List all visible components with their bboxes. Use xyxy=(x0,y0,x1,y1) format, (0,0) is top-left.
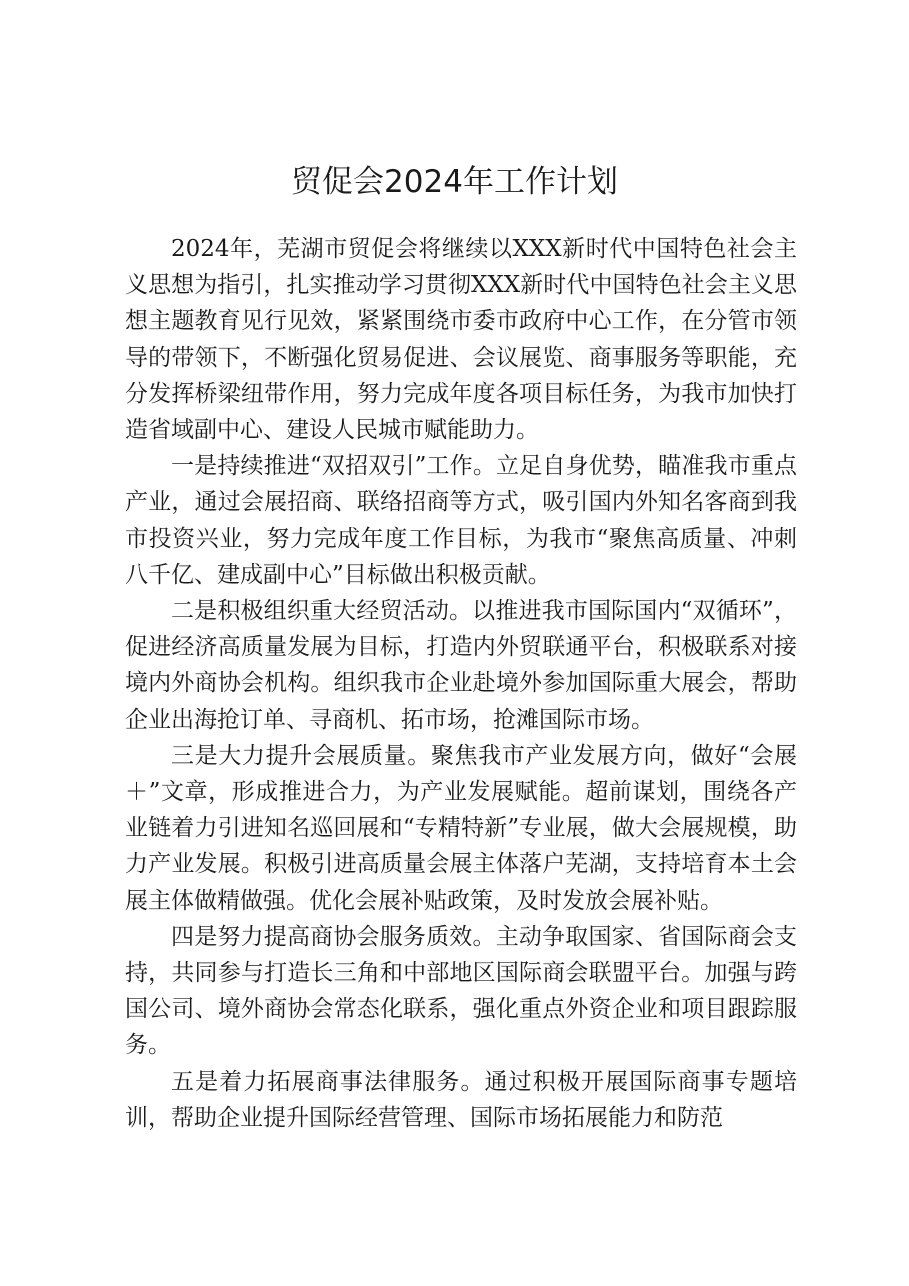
paragraph-item-3: 三是大力提升会展质量。聚焦我市产业发展方向，做好“会展＋”文章，形成推进合力，为产业发展赋能。超前谋划，围绕各产业链着力引进知名巡回展和“专精特新”专业展，做大会展规模，助力产业发展。积极引进高质量会展主体落户芜湖，支持培育本土会展主体做精做强。优化会展补贴政策，及时发放会展补贴。 xyxy=(125,742,797,914)
document-title: 贸促会2024年工作计划 xyxy=(291,164,618,200)
paragraph-item-4: 四是努力提高商协会服务质效。主动争取国家、省国际商会支持，共同参与打造长三角和中部地区国际商会联盟平台。加强与跨国公司、境外商协会常态化联系，强化重点外资企业和项目跟踪服务。 xyxy=(125,923,797,1059)
paragraph-intro: 2024年，芜湖市贸促会将继续以XXX新时代中国特色社会主义思想为指引，扎实推动学习贯彻XXX新时代中国特色社会主义思想主题教育见行见效，紧紧围绕市委市政府中心工作，在分管市领导的带领下，不断强化贸易促进、会议展览、商事服务等职能，充分发挥桥梁纽带作用，努力完成年度各项目标任务，为我市加快打造省域副中心、建设人民城市赋能助力。 xyxy=(125,236,797,444)
document-body xyxy=(125,231,797,1136)
paragraph-item-5: 五是着力拓展商事法律服务。通过积极开展国际商事专题培训，帮助企业提升国际经营管理、国际市场拓展能力和防范 xyxy=(125,1068,797,1131)
paragraph-item-1: 一是持续推进“双招双引”工作。立足自身优势，瞄准我市重点产业，通过会展招商、联络招商等方式，吸引国内外知名客商到我市投资兴业，努力完成年度工作目标，为我市“聚焦高质量、冲刺八千亿、建成副中心”目标做出积极贡献。 xyxy=(125,453,797,588)
paragraph-item-2: 二是积极组织重大经贸活动。以推进我市国际国内“双循环”，促进经济高质量发展为目标，打造内外贸联通平台，积极联系对接境内外商协会机构。组织我市企业赴境外参加国际重大展会，帮助企业出海抢订单、寻商机、拓市场，抢滩国际市场。 xyxy=(125,598,797,733)
